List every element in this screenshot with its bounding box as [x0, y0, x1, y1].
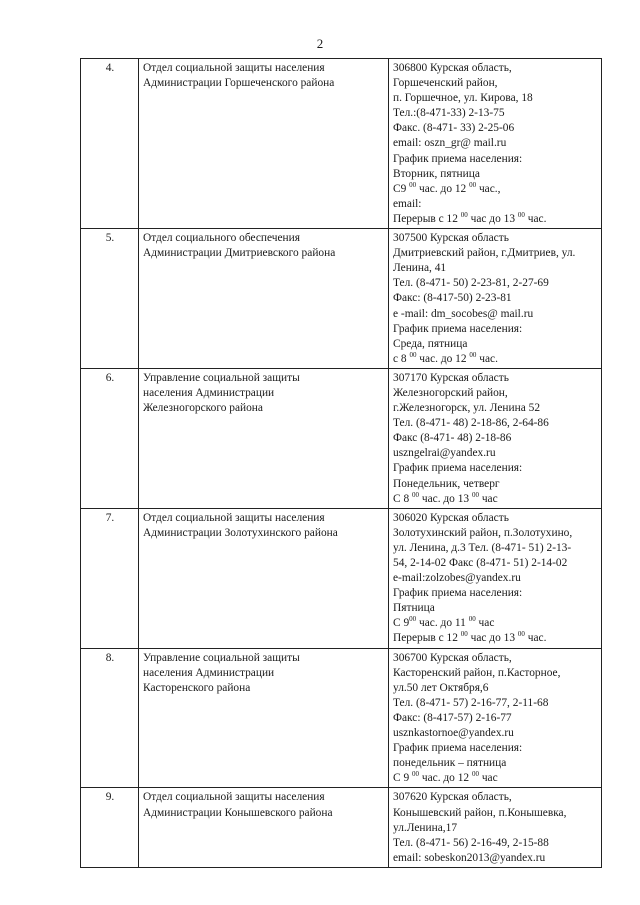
table-row — [81, 59, 602, 229]
office-name-line: Касторенского района — [143, 681, 251, 694]
time-minutes-superscript: 00 — [412, 770, 419, 779]
contact-line: 54, 2-14-02 Факс (8-471- 51) 2-14-02 — [393, 557, 568, 569]
contact-line: График приема населения: — [393, 462, 523, 475]
office-name-line: населения Администрации — [143, 386, 275, 399]
office-contacts — [389, 648, 602, 788]
office-name-line: Администрации Конышевского района — [143, 806, 333, 819]
office-name-line: Железногорского района — [143, 402, 263, 415]
office-name-line: Отдел социальной защиты населения — [143, 791, 325, 804]
time-minutes-superscript: 00 — [460, 630, 468, 639]
time-minutes-superscript: 00 — [517, 630, 525, 639]
contact-line: График приема населения: — [393, 322, 523, 335]
table-row — [81, 368, 602, 508]
row-number: 6. — [81, 368, 139, 508]
office-contacts — [389, 788, 602, 867]
contact-line: email: oszn_gr@ mail.ru — [393, 137, 507, 150]
contact-line: ул. Ленина, д.3 Тел. (8-471- 51) 2-13- — [393, 541, 572, 554]
time-minutes-superscript: 00 — [517, 211, 525, 220]
office-contacts — [389, 229, 602, 369]
contact-line: Касторенский район, п.Касторное, — [393, 666, 561, 679]
table-row — [81, 788, 602, 867]
time-minutes-superscript: 00 — [471, 490, 479, 499]
contact-line: Тел. (8-471- 50) 2-23-81, 2-27-69 — [393, 277, 549, 290]
contact-line: Перерыв с 12 $^{00}$ час до 13 $^{00}$ час. — [393, 630, 547, 645]
contact-line: usznkastornoe@yandex.ru — [393, 727, 514, 740]
contact-line: email: sobeskon2013@yandex.ru — [393, 851, 546, 864]
office-contacts — [389, 508, 602, 648]
office-name — [139, 788, 389, 867]
time-minutes-superscript: 00 — [460, 211, 468, 220]
time-minutes-superscript: 00 — [409, 350, 417, 359]
office-name-line: населения Администрации — [143, 666, 275, 679]
contact-line: Вторник, пятница — [393, 167, 480, 180]
office-name-line: Отдел социальной защиты населения — [143, 511, 325, 524]
contact-line: Горшеченский район, — [393, 77, 498, 90]
office-name-line: Управление социальной защиты — [143, 651, 300, 664]
office-name — [139, 59, 389, 229]
contact-line: е -mail: dm_socobes@ mail.ru — [393, 307, 534, 320]
contact-line: Ленина, 41 — [393, 262, 447, 275]
time-minutes-superscript: 00 — [409, 180, 417, 189]
contact-line: 307170 Курская область — [393, 371, 509, 384]
office-name-line: Администрации Дмитриевского района — [143, 247, 336, 260]
contact-line: С9 $^{00}$ час. до 12 $^{00}$ час., — [393, 180, 501, 195]
contact-line: Факс: (8-417-50) 2-23-81 — [393, 292, 512, 305]
office-name-line: Администрации Золотухинского района — [143, 526, 338, 539]
time-minutes-superscript: 00 — [471, 770, 479, 779]
contact-line: e-mail:zolzobes@yandex.ru — [393, 572, 521, 585]
contact-line: 307620 Курская область, — [393, 791, 512, 804]
contact-line: Железногорский район, — [393, 386, 508, 399]
office-name-line: Администрации Горшеченского района — [143, 77, 335, 90]
row-number: 5. — [81, 229, 139, 369]
time-minutes-superscript: 00 — [469, 180, 477, 189]
contact-line: С 8 $^{00}$ час. до 13 $^{00}$ час — [393, 490, 498, 505]
contact-line: ул.50 лет Октября,6 — [393, 681, 489, 694]
table-row — [81, 229, 602, 369]
row-number: 4. — [81, 59, 139, 229]
office-contacts — [389, 368, 602, 508]
contact-line: 306700 Курская область, — [393, 651, 512, 664]
contact-line: Факс (8-471- 48) 2-18-86 — [393, 432, 512, 445]
contact-line: 306020 Курская область — [393, 511, 509, 524]
page-number: 2 — [316, 36, 324, 51]
contact-line: Факс: (8-417-57) 2-16-77 — [393, 711, 512, 724]
time-minutes-superscript: 00 — [469, 350, 477, 359]
office-name — [139, 229, 389, 369]
table-row — [81, 648, 602, 788]
contact-line: 307500 Курская область — [393, 232, 509, 245]
row-number: 8. — [81, 648, 139, 788]
office-name-line: Отдел социальной защиты населения — [143, 62, 325, 74]
contact-line: п. Горшечное, ул. Кирова, 18 — [393, 92, 533, 105]
contact-line: Тел.:(8-471-33) 2-13-75 — [393, 107, 505, 120]
office-contacts — [389, 59, 602, 229]
contact-line: Дмитриевский район, г.Дмитриев, ул. — [393, 247, 576, 260]
contact-line: 306800 Курская область, — [393, 62, 512, 74]
contact-line: uszngelrai@yandex.ru — [393, 447, 496, 460]
contact-line: Золотухинский район, п.Золотухино, — [393, 526, 573, 539]
contact-line: График приема населения: — [393, 587, 523, 600]
office-name-line: Управление социальной защиты — [143, 371, 300, 384]
time-minutes-superscript: 00 — [412, 490, 419, 499]
contact-line: ул.Ленина,17 — [393, 821, 458, 834]
office-name — [139, 648, 389, 788]
contact-line: Перерыв с 12 $^{00}$ час до 13 $^{00}$ час. — [393, 211, 547, 225]
office-name — [139, 368, 389, 508]
time-minutes-superscript: 00 — [468, 615, 476, 624]
contact-line: email: — [393, 197, 422, 210]
contact-line: Факс. (8-471- 33) 2-25-06 — [393, 122, 515, 135]
contact-line: График приема населения: — [393, 742, 523, 755]
contact-line: г.Железногорск, ул. Ленина 52 — [393, 402, 541, 415]
contact-line: понедельник – пятница — [393, 757, 507, 770]
row-number: 9. — [81, 788, 139, 867]
contact-line: Тел. (8-471- 48) 2-18-86, 2-64-86 — [393, 417, 549, 430]
contact-line: Тел. (8-471- 56) 2-16-49, 2-15-88 — [393, 836, 549, 849]
office-name-line: Отдел социального обеспечения — [143, 232, 300, 245]
offices-table-body — [81, 59, 602, 868]
office-name — [139, 508, 389, 648]
contact-line: С 9 $^{00}$ час. до 12 $^{00}$ час — [393, 770, 498, 785]
time-minutes-superscript: 00 — [409, 615, 417, 624]
contact-line: с 8 $^{00}$ час. до 12 $^{00}$ час. — [393, 350, 498, 365]
contact-line: Тел. (8-471- 57) 2-16-77, 2-11-68 — [393, 696, 549, 709]
contact-line: Пятница — [393, 602, 435, 615]
offices-table — [80, 58, 602, 868]
contact-line: График приема населения: — [393, 152, 523, 165]
row-number: 7. — [81, 508, 139, 648]
contact-line: Среда, пятница — [393, 337, 468, 350]
contact-line: Конышевский район, п.Конышевка, — [393, 806, 567, 819]
table-row — [81, 508, 602, 648]
contact-line: Понедельник, четверг — [393, 477, 500, 490]
contact-line: С $9^{00}$ час. до 11 $^{00}$ час — [393, 615, 495, 630]
